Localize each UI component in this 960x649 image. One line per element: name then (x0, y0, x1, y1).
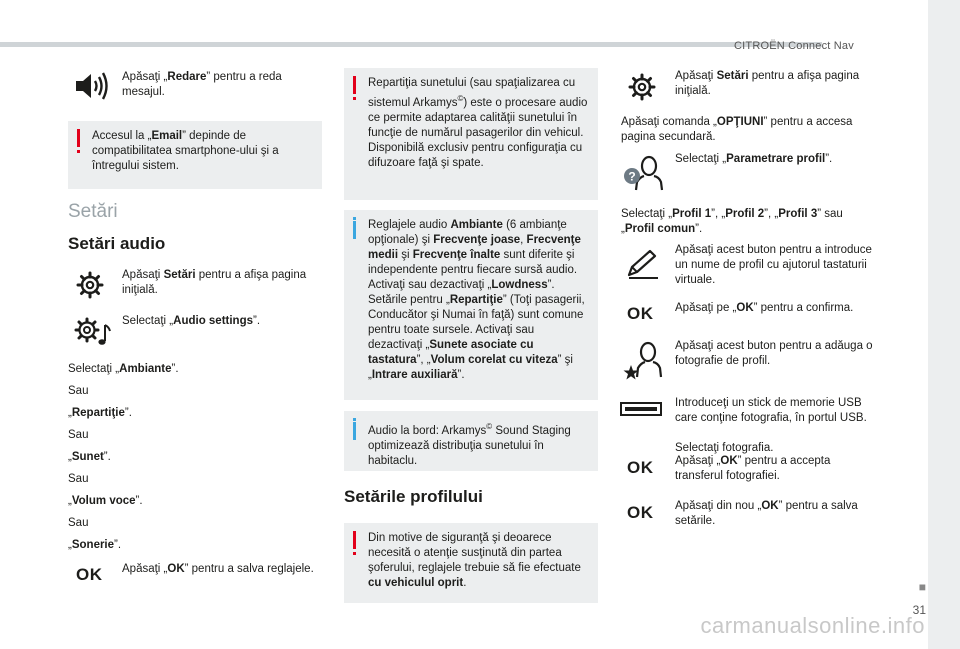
add-profile-photo: Apăsaţi acest buton pentru a adăuga o fotografie de profil. (675, 340, 873, 367)
option-sound: „Sunet”. (68, 451, 111, 463)
or-label: Sau (68, 473, 89, 485)
section-title: Setări (68, 201, 118, 222)
select-ambiance: Selectaţi „Ambiante”. (68, 363, 179, 375)
audio-ambiance-info: Reglajele audio Ambiante (6 ambianţe opţionale) şi Frecvenţe joase, Frecvenţe medii şi Frecvenţe înalte sunt diferite şi independente pentru fiecare sursă audio. Activaţi sau dezactivaţi „Lowdness”. Setările pentru „Repartiţie” (Toţi pasagerii, Conducător şi Numai în faţă) sunt comune pentru toate sursele. Activaţi sau dezactivaţi „Sunete asociate cu tastatura”, „Volum corelat cu viteza” şi „Intrare auxiliară”. (344, 210, 598, 400)
or-label: Sau (68, 517, 89, 529)
page-number: 31 (912, 603, 926, 617)
add-photo-icon (622, 339, 664, 381)
side-strip (928, 0, 960, 649)
ok-button-icon: OK (627, 304, 654, 323)
watermark: carmanualsonline.info (700, 613, 925, 638)
select-profile: Selectaţi „Profil 1”, „Profil 2”, „Profil 3” sau „Profil comun”. (621, 208, 843, 235)
usb-port-icon (620, 402, 662, 416)
profile-settings-icon (622, 154, 664, 192)
save-profile-instruction: Apăsaţi din nou „OK” pentru a salva setările. (675, 500, 858, 527)
settings-gear-icon (628, 73, 656, 101)
audio-settings-icon (74, 317, 112, 347)
select-photo-instruction: Selectaţi fotografia. (675, 442, 774, 454)
info-icon (353, 422, 356, 440)
select-profile-settings: Selectaţi „Parametrare profil”. (675, 153, 833, 165)
svg-text:?: ? (628, 169, 636, 184)
or-label: Sau (68, 385, 89, 397)
profile-step-settings: Apăsaţi Setări pentru a afişa pagina iniţială. (675, 70, 860, 97)
header-rule (0, 42, 822, 47)
settings-gear-icon (76, 271, 104, 299)
ok-button-icon: OK (627, 503, 654, 522)
ok-button-icon: OK (627, 458, 654, 477)
email-compatibility-warning: Accesul la „Email” depinde de compatibilitatea smartphone-ului şi a întregului sistem. (68, 121, 322, 189)
option-voice-volume: „Volum voce”. (68, 495, 143, 507)
accept-transfer-instruction: Apăsaţi „OK” pentru a accepta transferul fotografiei. (675, 455, 831, 482)
settings-step-1: Apăsaţi Setări pentru a afişa pagina iniţială. (122, 269, 307, 296)
confirm-instruction: Apăsaţi pe „OK” pentru a confirma. (675, 302, 854, 314)
edit-profile-name: Apăsaţi acest buton pentru a introduce un nume de profil cu ajutorul tastaturii virtuale. (675, 244, 872, 286)
warning-icon (353, 76, 356, 94)
continuation-mark: ■ (918, 580, 926, 594)
play-message-instruction: Apăsaţi „Redare” pentru a reda mesajul. (122, 71, 282, 98)
warning-icon (353, 531, 356, 549)
warning-icon (77, 129, 80, 147)
options-command: Apăsaţi comanda „OPŢIUNI” pentru a accesa pagina secundară. (621, 116, 853, 143)
profile-settings-title: Setările profilului (344, 487, 483, 506)
insert-usb-instruction: Introduceţi un stick de memorie USB care conţine fotografia, în portul USB. (675, 397, 867, 424)
settings-step-2: Selectaţi „Audio settings”. (122, 315, 261, 327)
info-icon (353, 221, 356, 239)
speaker-play-icon (74, 71, 110, 101)
ok-button-icon: OK (76, 565, 103, 584)
option-repartition: „Repartiţie”. (68, 407, 132, 419)
option-ringtone: „Sonerie”. (68, 539, 122, 551)
brand-label: CITROËN Connect Nav (734, 40, 854, 52)
save-settings-instruction: Apăsaţi „OK” pentru a salva reglajele. (122, 563, 314, 575)
audio-settings-title: Setări audio (68, 234, 166, 253)
onboard-audio-info: Audio la bord: Arkamys© Sound Staging optimizează distribuţia sunetului în habitaclu. (344, 411, 598, 471)
edit-pencil-icon (624, 248, 660, 280)
arkamys-warning: Repartiţia sunetului (sau spaţializarea cu sistemul Arkamys©) este o procesare audio ce permite adaptarea calităţii sunetului în funcţie de numărul pasagerilor din vehicul. Disponibilă exclusiv pentru configuraţia cu difuzoare faţă şi spate. (344, 68, 598, 200)
safety-warning: Din motive de siguranţă şi deoarece necesită o atenţie susţinută din partea şoferului, reglajele trebuie să fie efectuate cu vehiculul oprit. (344, 523, 598, 603)
or-label: Sau (68, 429, 89, 441)
